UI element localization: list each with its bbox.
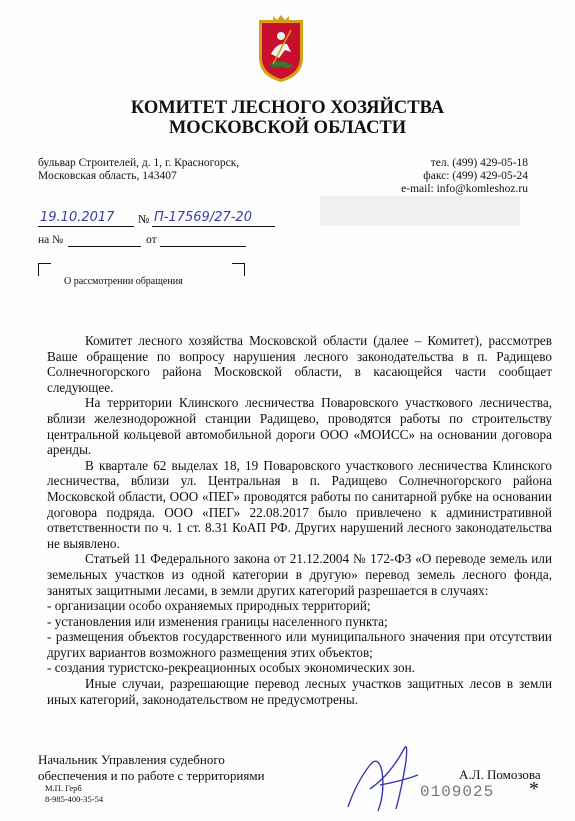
reply-no-label: на № [38,234,64,246]
signatory-position-line2: обеспечения и по работе с территориями [38,768,265,783]
registration-number: П-17569/27-20 [154,210,252,225]
registration-date: 19.10.2017 [40,210,115,225]
paragraph-5: Иные случаи, разрешающие перевод лесных участков защитных лесов в земли иных категорий, законодательством не предусмотрены. [47,676,552,707]
email: e-mail: info@komleshoz.ru [401,183,528,195]
moscow-oblast-coat-of-arms [257,14,305,84]
paragraph-1: Комитет лесного хозяйства Московской области (далее – Комитет), рассмотрев Ваше обращение по вопросу нарушения лесного законодательства в п. Радищево Солнечногорского района Московской области, в касающейся части сообщает следующее. [47,333,552,395]
address-line2: Московская область, 143407 [38,170,177,182]
address-line1: бульвар Строителей, д. 1, г. Красногорск, [38,157,240,169]
list-item: - установления или изменения границы населенного пункта; [47,613,388,629]
signatory-name: А.Л. Помозова [459,767,541,782]
letter-body [47,333,552,707]
phone: тел. (499) 429-05-18 [430,157,528,169]
paragraph-3: В квартале 62 выделах 18, 19 Поваровского участкового лесничества Клинского лесничества, вблизи ул. Центральная в п. Радищево Солнечногорского района Московской области, ООО «ПЕГ» проводятся работы по санитарной рубке на основании договора подряда. ООО «ПЕГ» 22.08.2017 было привлечено к административной ответственности по ч. 1 ст. 8.31 КоАП РФ. Других нарушений лесного законодательства не выявлено. [47,457,552,551]
reply-no-line [68,246,141,247]
fax: факс: (499) 429-05-24 [423,170,528,182]
registration-date-line [38,226,134,227]
organization-name-line1: КОМИТЕТ ЛЕСНОГО ХОЗЯЙСТВА [130,98,445,118]
subject-bracket-left [38,263,51,276]
subject: О рассмотрении обращения [64,276,183,287]
asterisk-mark: * [529,778,539,800]
redacted-recipient [320,196,520,226]
registration-no-label: № [138,212,150,226]
list-item: - организации особо охраняемых природных территорий; [47,598,371,614]
list-item: - создания туристско-рекреационных особых экономических зон. [47,660,415,676]
executor-name: М.П. Герб [45,783,82,793]
paragraph-2: На территории Клинского лесничества Поваровского участкового лесничества, вблизи железнодорожной станции Радищево, проводятся работы по строительству центральной кольцевой автомобильной дороги ООО «МОИСС» на основании договора аренды. [47,395,552,458]
handwritten-signature [330,735,440,815]
reply-from-line [160,246,246,247]
document-serial-number: 0109025 [420,783,495,801]
signatory-position-line1: Начальник Управления судебного [38,752,225,767]
list-item: - размещения объектов государственного или муниципального значения при отсутствии других вариантов возможного размещения этих объектов; [47,629,552,660]
executor-phone: 8-985-400-35-54 [45,794,104,804]
reply-from-label: от [146,234,157,246]
paragraph-4: Статьей 11 Федерального закона от 21.12.2004 № 172-ФЗ «О переводе земель или земельных участков из одной категории в другую» перевод земель лесного фонда, занятых защитными лесами, в земли других категорий разрешается в случаях: [47,551,552,598]
organization-name-line2: МОСКОВСКОЙ ОБЛАСТИ [168,118,407,138]
registration-number-line [152,226,275,227]
subject-bracket-right [232,263,245,276]
